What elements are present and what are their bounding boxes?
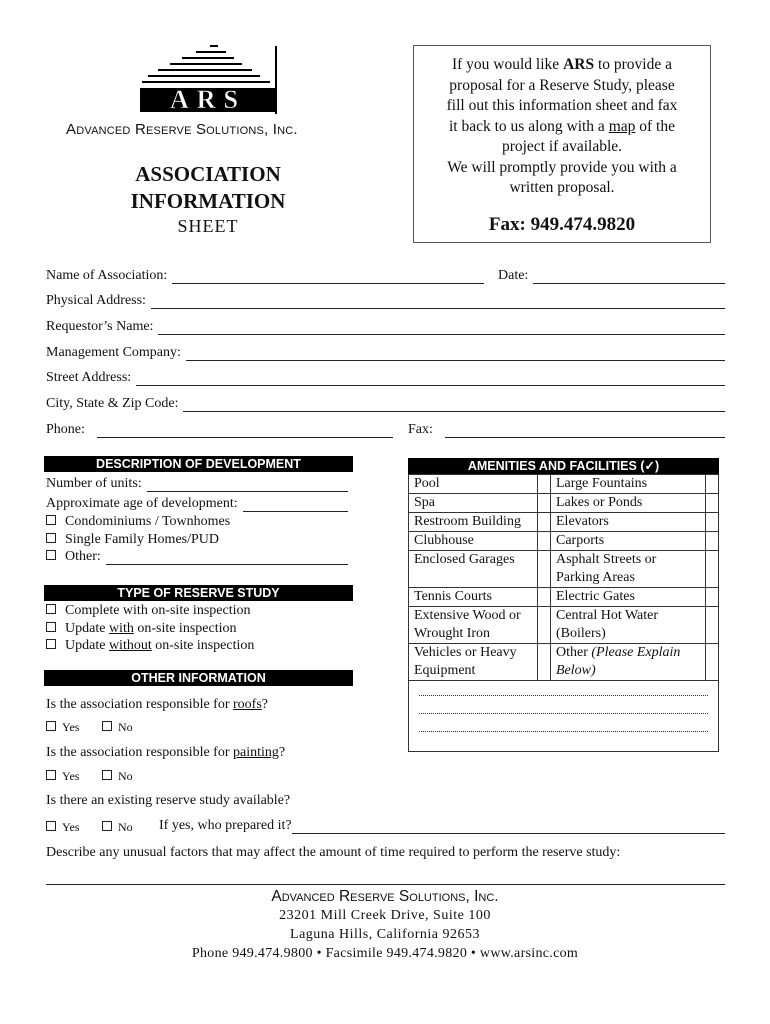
checkbox-icon — [46, 604, 56, 614]
checkbox-cell[interactable] — [706, 532, 719, 551]
checkbox-icon — [46, 622, 56, 632]
checkbox-cell[interactable] — [538, 644, 551, 681]
roofs-yes[interactable]: Yes — [46, 720, 79, 735]
requestor-field[interactable]: Requestor’s Name: — [46, 319, 725, 335]
existing-study-yes[interactable]: Yes — [46, 820, 79, 835]
title-line1: ASSOCIATION — [135, 162, 281, 186]
management-field[interactable]: Management Company: — [46, 345, 725, 361]
checkbox-icon — [46, 515, 56, 525]
city-field[interactable]: City, State & Zip Code: — [46, 396, 725, 412]
physical-address-field[interactable]: Physical Address: — [46, 293, 725, 309]
single-family-option[interactable]: Single Family Homes/PUD — [46, 532, 219, 548]
age-field[interactable]: Approximate age of development: — [46, 496, 348, 512]
table-row: Enclosed Garages Asphalt Streets or Parking Areas — [409, 551, 719, 588]
prepared-by-field[interactable]: If yes, who prepared it? — [159, 818, 725, 834]
checkbox-icon — [102, 721, 112, 731]
title-line3: SHEET — [177, 216, 239, 236]
checkbox-cell[interactable] — [538, 494, 551, 513]
checkbox-cell[interactable] — [706, 644, 719, 681]
checkbox-icon — [46, 721, 56, 731]
table-row: Spa Lakes or Ponds — [409, 494, 719, 513]
footer-address1: 23201 Mill Creek Drive, Suite 100 — [279, 908, 491, 923]
table-row: Tennis Courts Electric Gates — [409, 588, 719, 607]
checkbox-cell[interactable] — [538, 532, 551, 551]
roofs-question: Is the association responsible for roofs? — [46, 697, 269, 712]
table-row: Restroom Building Elevators — [409, 513, 719, 532]
painting-question: Is the association responsible for painting? — [46, 745, 286, 760]
roofs-no[interactable]: No — [102, 720, 133, 735]
phone-field[interactable]: Phone: — [46, 422, 393, 438]
table-row: Extensive Wood or Wrought Iron Central Hot Water (Boilers) — [409, 607, 719, 644]
checkbox-cell[interactable] — [706, 513, 719, 532]
date-field[interactable]: Date: — [498, 268, 725, 284]
existing-study-question: Is there an existing reserve study available? — [46, 793, 291, 808]
footer-address2: Laguna Hills, California 92653 — [290, 927, 480, 942]
table-row: Clubhouse Carports — [409, 532, 719, 551]
ars-logo — [140, 44, 278, 116]
checkbox-cell[interactable] — [706, 588, 719, 607]
footer-divider — [46, 884, 725, 885]
amenities-notes-box[interactable] — [408, 680, 719, 752]
checkbox-cell[interactable] — [538, 551, 551, 588]
checkbox-cell[interactable] — [706, 607, 719, 644]
describe-prompt: Describe any unusual factors that may affect the amount of time required to perform the reserve study: — [46, 845, 621, 860]
update-with-option[interactable]: Update with on-site inspection — [46, 621, 236, 637]
checkbox-icon — [46, 770, 56, 780]
amenities-header: AMENITIES AND FACILITIES (✓) — [408, 458, 719, 474]
checkbox-icon — [46, 550, 56, 560]
table-row: Vehicles or Heavy Equipment Other (Please Explain Below) — [409, 644, 719, 681]
checkbox-cell[interactable] — [706, 551, 719, 588]
update-without-option[interactable]: Update without on-site inspection — [46, 638, 254, 654]
amenities-table — [408, 474, 719, 681]
existing-study-no[interactable]: No — [102, 820, 133, 835]
fax-number: Fax: 949.474.9820 — [488, 213, 636, 235]
checkbox-icon — [46, 639, 56, 649]
checkbox-cell[interactable] — [706, 475, 719, 494]
info-box: If you would like ARS to provide a proposal for a Reserve Study, please fill out this information sheet and fax it back to us along with a map of the project if available. We will promptly provide you with a written proposal. Fax: 949.474.9820 — [413, 45, 711, 243]
units-field[interactable]: Number of units: — [46, 476, 348, 492]
checkbox-icon — [102, 770, 112, 780]
checkbox-cell[interactable] — [538, 513, 551, 532]
condo-option[interactable]: Condominiums / Townhomes — [46, 514, 230, 530]
street-field[interactable]: Street Address: — [46, 370, 725, 386]
checkbox-icon — [46, 821, 56, 831]
complete-option[interactable]: Complete with on-site inspection — [46, 603, 250, 619]
association-field[interactable]: Name of Association: — [46, 268, 484, 284]
checkbox-cell[interactable] — [706, 494, 719, 513]
painting-no[interactable]: No — [102, 769, 133, 784]
study-type-header: TYPE OF RESERVE STUDY — [44, 585, 353, 601]
footer-contact: Phone 949.474.9800 • Facsimile 949.474.9820 • www.arsinc.com — [191, 946, 579, 961]
checkbox-cell[interactable] — [538, 475, 551, 494]
svg-text:ARS: ARS — [169, 85, 247, 114]
title-line2: INFORMATION — [130, 189, 286, 213]
footer-company: Advanced Reserve Solutions, Inc. — [271, 888, 499, 905]
other-option[interactable]: Other: — [46, 549, 348, 565]
fax-field[interactable]: Fax: — [408, 422, 725, 438]
table-row: Pool Large Fountains — [409, 475, 719, 494]
checkbox-cell[interactable] — [538, 588, 551, 607]
other-info-header: OTHER INFORMATION — [44, 670, 353, 686]
painting-yes[interactable]: Yes — [46, 769, 79, 784]
checkbox-icon — [102, 821, 112, 831]
checkbox-cell[interactable] — [538, 607, 551, 644]
description-header: DESCRIPTION OF DEVELOPMENT — [44, 456, 353, 472]
company-name: Advanced Reserve Solutions, Inc. — [66, 121, 298, 138]
checkbox-icon — [46, 533, 56, 543]
